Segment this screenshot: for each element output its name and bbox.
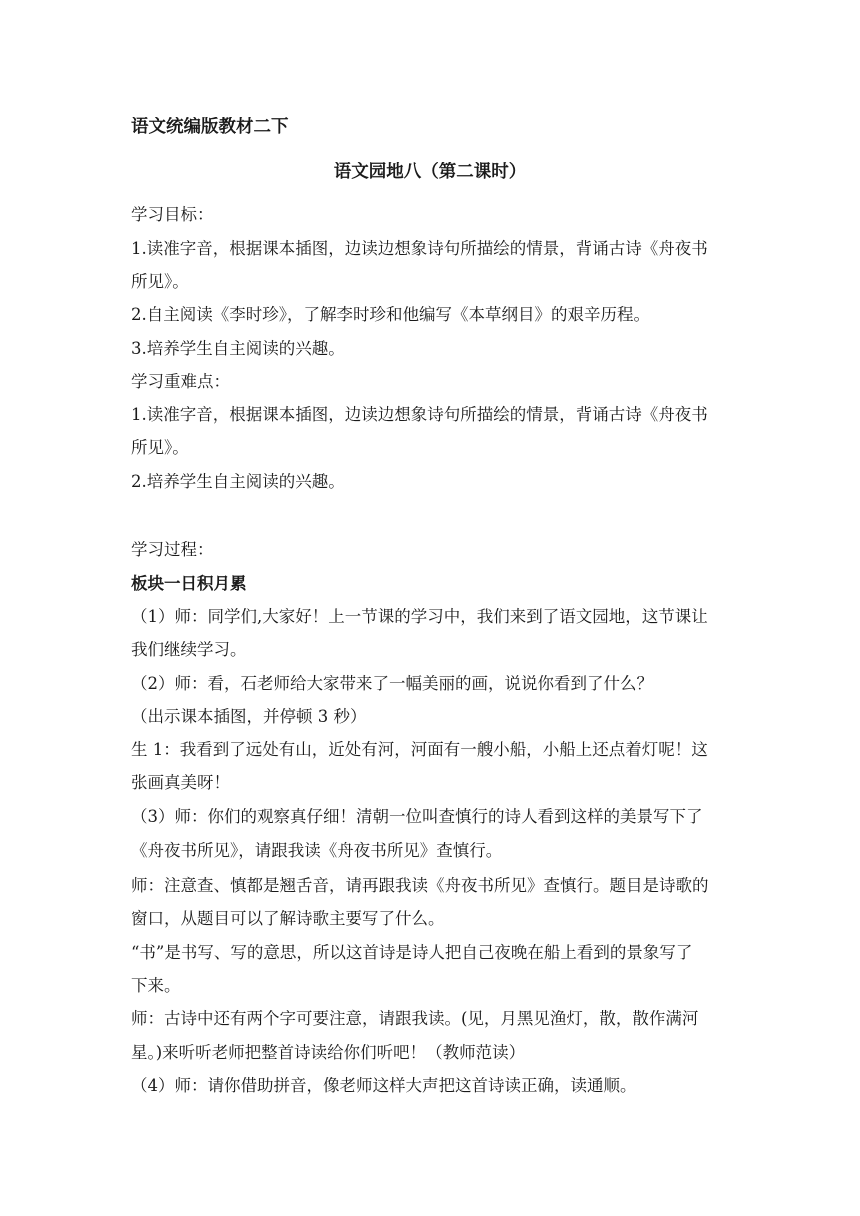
page-title: 语文园地八（第二课时） [333,162,527,182]
process-line: 窗口，从题目可以了解诗歌主要写了什么。 [131,909,445,928]
process-line: 师：古诗中还有两个字可要注意，请跟我读。(见，月黑见渔灯，散，散作满河 [131,1009,699,1028]
process-line: 《舟夜书所见》，请跟我读《舟夜书所见》查慎行。 [131,841,503,860]
key-point-1-line-2: 所见》。 [131,438,189,457]
section-1-title: 板块一日积月累 [131,574,247,593]
process-line: “书”是书写、写的意思，所以这首诗是诗人把自己夜晚在船上看到的景象写了 [131,943,693,962]
process-line: （4）师：请你借助拼音，像老师这样大声把这首诗读正确，读通顺。 [131,1076,637,1095]
process-line: （出示课本插图，并停顿 3 秒） [131,707,367,726]
process-line: 生 1：我看到了远处有山，近处有河，河面有一艘小船，小船上还点着灯呢！这 [131,740,708,759]
objective-3: 3.培养学生自主阅读的兴趣。 [131,339,345,358]
process-line: 张画真美呀！ [131,773,230,792]
process-line: 师：注意查、慎都是翘舌音，请再跟我读《舟夜书所见》查慎行。题目是诗歌的 [131,876,709,895]
key-point-2: 2.培养学生自主阅读的兴趣。 [131,472,345,491]
process-line: 我们继续学习。 [131,640,247,659]
objective-1-line-1: 1.读准字音，根据课本插图，边读边想象诗句所描绘的情景，背诵古诗《舟夜书 [131,239,708,258]
objective-1-line-2: 所见》。 [131,272,189,291]
process-line: （3）师：你们的观察真仔细！清朝一位叫查慎行的诗人看到这样的美景写下了 [131,807,703,826]
process-line: （2）师：看，石老师给大家带来了一幅美丽的画，说说你看到了什么？ [131,674,653,693]
key-point-1-line-1: 1.读准字音，根据课本插图，边读边想象诗句所描绘的情景，背诵古诗《舟夜书 [131,405,708,424]
process-line: 下来。 [131,976,181,995]
process-line: 星。)来听听老师把整首诗读给你们听吧！（教师范读） [131,1043,526,1062]
process-heading: 学习过程： [131,540,214,559]
objective-2: 2.自主阅读《李时珍》，了解李时珍和他编写《本草纲目》的艰辛历程。 [131,305,650,324]
process-line: （1）师：同学们,大家好！上一节课的学习中，我们来到了语文园地，这节课让 [131,607,708,626]
key-points-heading: 学习重难点： [131,372,230,391]
document-header: 语文统编版教材二下 [131,117,289,137]
objectives-heading: 学习目标： [131,205,214,224]
